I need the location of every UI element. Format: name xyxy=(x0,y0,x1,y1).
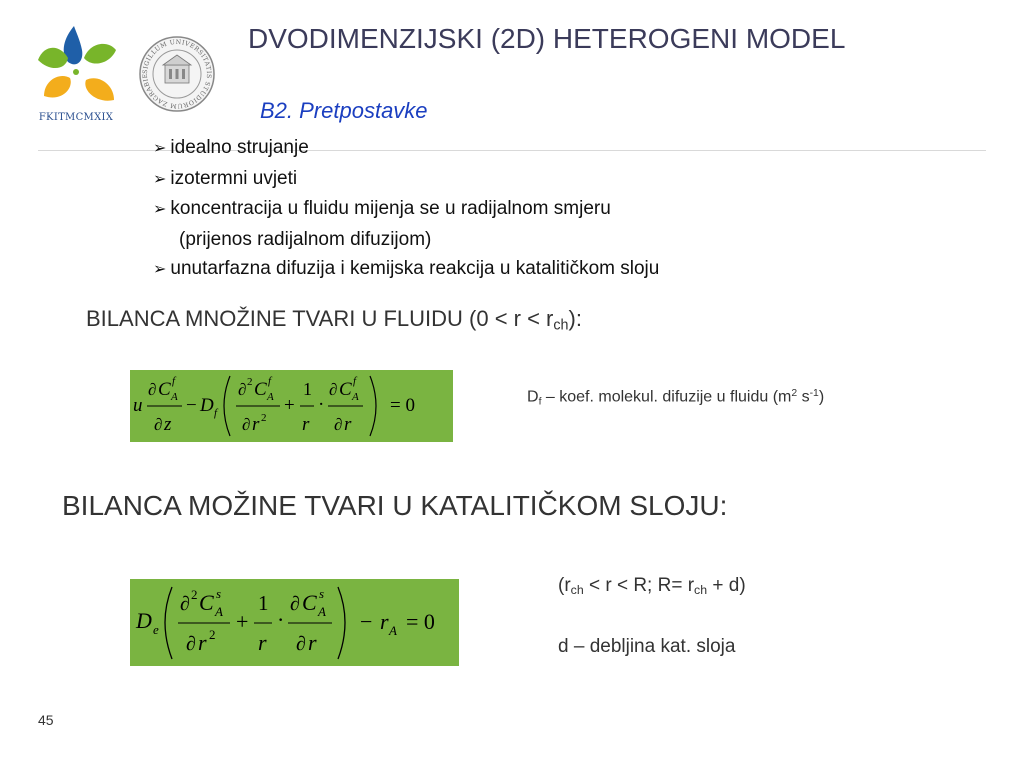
fluid-balance-equation xyxy=(130,370,453,442)
eq-symbol: 1 xyxy=(258,591,269,615)
eq-symbol: f xyxy=(172,375,176,387)
assumption-list xyxy=(153,133,659,285)
eq-symbol: s xyxy=(319,586,325,601)
eq-symbol: = 0 xyxy=(390,395,415,416)
arrow-bullet-icon: ➢ xyxy=(153,261,167,278)
list-item: ➢ unutarfazna difuzija i kemijska reakcija u katalitičkom sloju xyxy=(153,258,660,279)
eq-symbol: − xyxy=(360,609,373,634)
page-number: 45 xyxy=(38,712,54,728)
radius-range-note: ($r_{ch} < r < R$; $R= r_{ch} + d$) xyxy=(558,575,746,598)
university-seal-icon xyxy=(138,35,216,113)
eq-symbol: ∂ xyxy=(329,380,338,399)
list-item: ➢ izotermni uvjeti xyxy=(153,167,298,189)
eq-symbol: r xyxy=(380,609,389,634)
eq-symbol: 2 xyxy=(209,627,216,642)
eq-symbol: z xyxy=(164,414,172,435)
eq-symbol: D xyxy=(136,608,152,633)
eq-symbol: f xyxy=(214,407,218,419)
eq-symbol: − xyxy=(186,395,197,416)
eq-symbol: f xyxy=(353,375,357,387)
eq-symbol: D xyxy=(200,395,214,416)
eq-symbol: ∂ xyxy=(148,380,157,399)
list-item-continuation: (prijenos radijalnom difuzijom) xyxy=(179,228,432,250)
eq-symbol: r xyxy=(308,630,317,655)
eq-symbol: = 0 xyxy=(406,609,435,634)
arrow-bullet-icon: ➢ xyxy=(153,201,167,218)
thickness-note: d – debljina kat. sloja xyxy=(558,636,736,657)
arrow-bullet-icon: ➢ xyxy=(153,170,167,188)
eq-symbol: ∂ xyxy=(180,593,190,615)
eq-symbol: A xyxy=(318,604,326,619)
list-item: ➢ idealno strujanje xyxy=(153,137,309,158)
page-subtitle: B2. Pretpostavke xyxy=(260,98,428,123)
eq-symbol: ∂ xyxy=(242,415,251,434)
eq-symbol: A xyxy=(352,391,359,403)
eq-symbol: C xyxy=(339,379,352,400)
eq-symbol: e xyxy=(153,622,159,637)
catalyst-balance-heading: BILANCA MOŽINE TVARI U KATALITIČKOM SLOJU: xyxy=(62,490,728,521)
fkit-logo-text: FKITMCMXIX xyxy=(38,112,114,123)
page-title: DVODIMENZIJSKI (2D) HETEROGENI MODEL xyxy=(248,23,846,54)
eq-symbol: 2 xyxy=(191,587,198,602)
eq-symbol: ∂ xyxy=(238,380,247,399)
eq-symbol: C xyxy=(254,379,267,400)
eq-symbol: ∂ xyxy=(186,633,196,655)
eq-symbol: r xyxy=(252,414,260,435)
eq-symbol: f xyxy=(268,375,272,387)
eq-symbol: ∂ xyxy=(296,633,306,655)
eq-symbol: ∂ xyxy=(290,593,300,615)
eq-symbol: r xyxy=(198,630,207,655)
list-item: ➢ koncentracija u fluidu mijenja se u radijalnom smjeru xyxy=(153,198,611,219)
eq-symbol: C xyxy=(302,590,317,615)
eq-symbol: u xyxy=(133,395,143,416)
eq-symbol: A xyxy=(389,623,397,638)
eq-symbol: ∂ xyxy=(334,415,343,434)
eq-symbol: + xyxy=(284,395,295,416)
eq-symbol: ∂ xyxy=(154,415,163,434)
catalyst-balance-equation xyxy=(130,579,459,666)
eq-symbol: 2 xyxy=(247,376,253,388)
eq-symbol: r xyxy=(302,414,310,435)
arrow-bullet-icon: ➢ xyxy=(153,140,167,157)
eq-symbol: A xyxy=(215,604,223,619)
eq-symbol: C xyxy=(158,379,171,400)
eq-symbol: 2 xyxy=(261,412,267,424)
fluid-balance-heading: BILANCA MNOŽINE TVARI U FLUIDU $(0 < r < r_{ch})$: xyxy=(86,306,582,334)
seal-lettering: SIGILLUM UNIVERSITATIS STUDIORUM ZAGRABIE xyxy=(141,38,213,110)
diffusion-coefficient-note: $D_f$ – koef. molekul. difuzije u fluidu ($m^2$ $s^{-1}$) xyxy=(527,388,825,408)
eq-symbol: C xyxy=(199,590,214,615)
eq-symbol: + xyxy=(236,609,249,634)
eq-symbol: r xyxy=(344,414,352,435)
eq-symbol: A xyxy=(171,391,178,403)
eq-symbol: · xyxy=(277,607,285,632)
eq-symbol: s xyxy=(216,586,222,601)
eq-symbol: r xyxy=(258,630,267,655)
university-seal xyxy=(138,35,216,113)
eq-symbol: A xyxy=(267,391,274,403)
fkit-flower-logo-icon xyxy=(30,22,122,114)
eq-symbol: · xyxy=(318,394,325,415)
eq-symbol: 1 xyxy=(303,379,312,399)
